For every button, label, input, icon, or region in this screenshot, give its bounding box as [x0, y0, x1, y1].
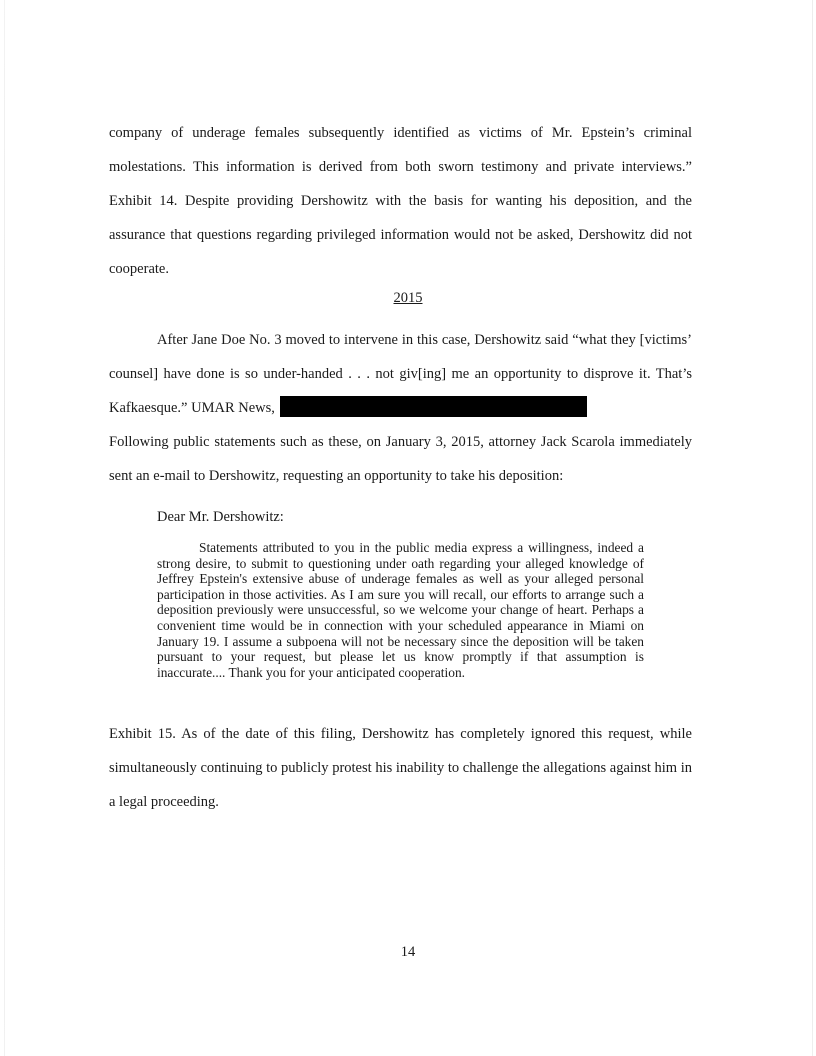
email-block-quote: Statements attributed to you in the public media express a willingness, indeed a strong desire, to submit to questioning under oath regarding your alleged knowledge of Jeffrey Epstein's extensive abuse of underage females as well as your alleged personal participation in those activities. As I am sure you will recall, our efforts to arrange such a deposition previously were unsuccessful, so we welcome your change of heart. Perhaps a convenient time would be in connection with your scheduled appearance in Miami on January 19. I assume a subpoena will not be necessary since the deposition will be taken pursuant to your request, but please let us know promptly if that assumption is inaccurate.... Thank you for your anticipated cooperation.	[157, 540, 644, 680]
paragraph-exhibit-15: Exhibit 15. As of the date of this filing, Dershowitz has completely ignored this request, while simultaneously continuing to publicly protest his inability to challenge the allegations against him in a legal proceeding.	[109, 726, 692, 810]
page-number: 14	[400, 944, 416, 960]
paragraph-jane-doe-text: After Jane Doe No. 3 moved to intervene in this case, Dershowitz said “what they [victims’ counsel] have done is so under-handed . . . not giv[ing] me an opportunity to disprove it. That’s Kafkaesque.” UMAR News,	[109, 332, 692, 416]
section-heading-2015: 2015	[393, 290, 423, 306]
scan-edge-right	[812, 0, 813, 1056]
redaction-bar	[280, 396, 587, 417]
paragraph-continuation: company of underage females subsequently identified as victims of Mr. Epstein’s criminal molestations. This information is derived from both sworn testimony and private interviews.” Exhibit 14. Despite providing Dershowitz with the basis for wanting his deposition, and the assurance that questions regarding privileged information would not be asked, Dershowitz did not cooperate.	[109, 125, 692, 277]
email-salutation: Dear Mr. Dershowitz:	[157, 509, 284, 525]
scan-edge-left	[4, 0, 5, 1056]
paragraph-scarola-email: Following public statements such as these, on January 3, 2015, attorney Jack Scarola immediately sent an e-mail to Dershowitz, requesting an opportunity to take his deposition:	[109, 434, 692, 484]
paragraph-jane-doe	[109, 323, 692, 425]
